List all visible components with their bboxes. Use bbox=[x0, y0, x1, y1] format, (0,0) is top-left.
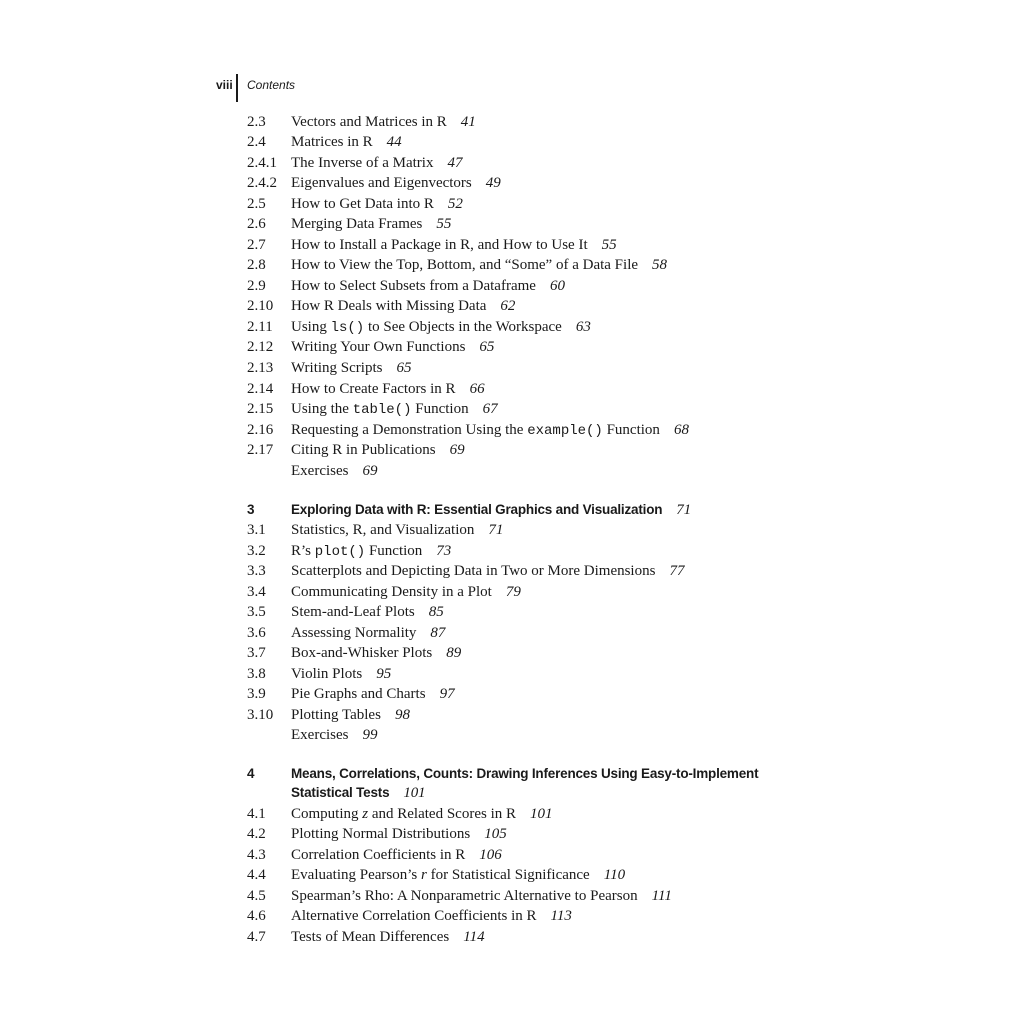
header-rule bbox=[236, 74, 238, 102]
page-ref: 67 bbox=[482, 401, 498, 417]
page-ref: 62 bbox=[500, 298, 516, 314]
page-ref: 52 bbox=[447, 196, 463, 212]
page-ref: 69 bbox=[362, 463, 378, 479]
page-ref: 77 bbox=[669, 563, 685, 579]
page-ref: 85 bbox=[428, 604, 444, 620]
page-ref: 101 bbox=[530, 806, 553, 822]
page-ref: 73 bbox=[436, 543, 452, 559]
page-ref: 58 bbox=[652, 257, 668, 273]
page-ref: 106 bbox=[479, 847, 502, 863]
page-ref: 55 bbox=[436, 216, 452, 232]
page-ref: 41 bbox=[460, 114, 476, 130]
page-ref: 79 bbox=[505, 584, 521, 600]
page-ref: 95 bbox=[376, 666, 392, 682]
page-ref: 60 bbox=[549, 278, 565, 294]
page-ref: 69 bbox=[449, 442, 465, 458]
page-ref: 111 bbox=[651, 888, 672, 904]
page-ref: 47 bbox=[447, 155, 463, 171]
page-ref: 71 bbox=[676, 502, 691, 518]
code-snippet: table() bbox=[352, 402, 412, 418]
page-ref: 63 bbox=[575, 319, 591, 335]
page-ref: 71 bbox=[488, 522, 504, 538]
page-ref: 65 bbox=[396, 360, 412, 376]
page-ref: 49 bbox=[485, 175, 501, 191]
page-ref: 89 bbox=[446, 645, 462, 661]
page-ref: 66 bbox=[469, 381, 485, 397]
page-ref: 113 bbox=[550, 908, 572, 924]
page-ref: 55 bbox=[601, 237, 617, 253]
page-ref: 98 bbox=[394, 707, 410, 723]
page-ref: 65 bbox=[479, 339, 495, 355]
code-snippet: ls() bbox=[330, 320, 365, 336]
page-ref: 99 bbox=[362, 727, 378, 743]
running-title: Contents bbox=[247, 78, 296, 92]
page-ref: 97 bbox=[439, 686, 455, 702]
page-ref: 114 bbox=[463, 929, 485, 945]
page-number: viii bbox=[216, 78, 233, 92]
page-ref: 110 bbox=[603, 867, 626, 883]
page-ref: 44 bbox=[386, 134, 402, 150]
code-snippet: plot() bbox=[314, 544, 366, 560]
page-ref: 105 bbox=[484, 826, 507, 842]
code-snippet: example() bbox=[527, 423, 603, 439]
page-ref: 101 bbox=[403, 785, 426, 801]
page-ref: 68 bbox=[673, 422, 689, 438]
page-ref: 87 bbox=[430, 625, 446, 641]
